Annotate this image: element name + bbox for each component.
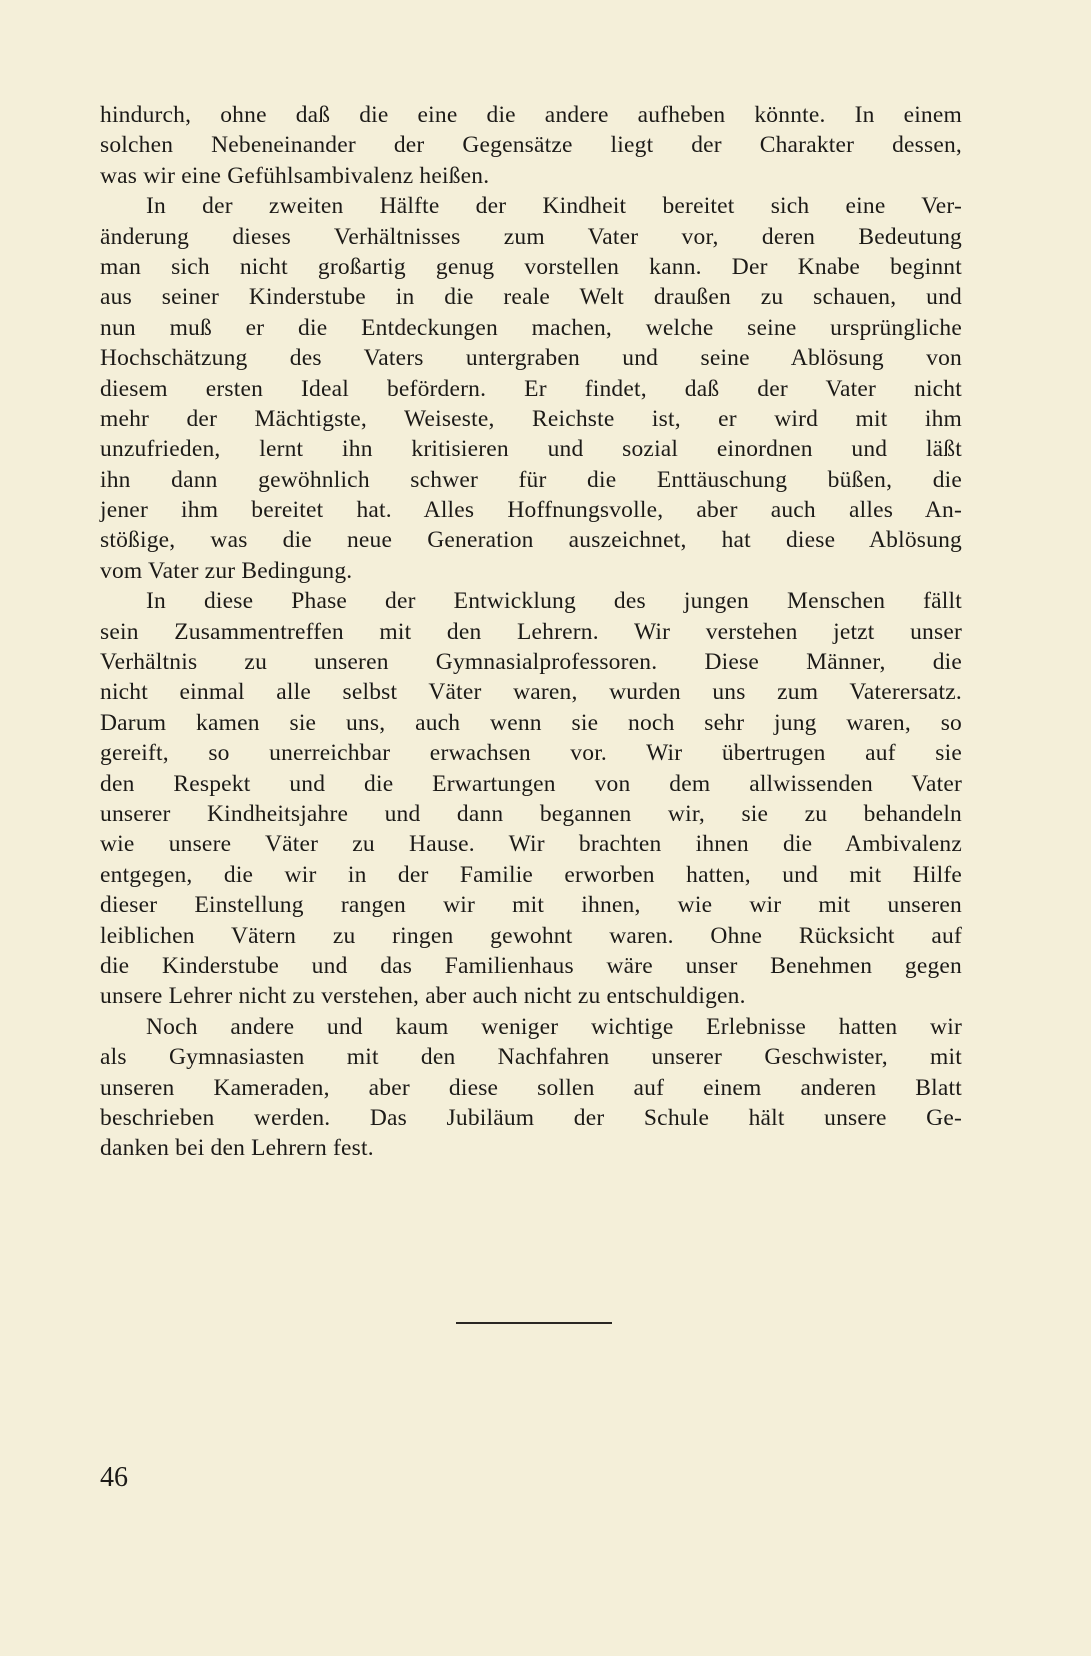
text-line: als Gymnasiasten mit den Nachfahren unserer Geschwister, mit (100, 1044, 962, 1071)
text-line: leiblichen Vätern zu ringen gewohnt waren. Ohne Rücksicht auf (100, 922, 962, 949)
text-line: unzufrieden, lernt ihn kritisieren und sozial einordnen und läßt (100, 436, 962, 463)
text-line: Darum kamen sie uns, auch wenn sie noch sehr jung waren, so (100, 709, 962, 736)
text-line: aus seiner Kinderstube in die reale Welt draußen zu schauen, und (100, 284, 962, 311)
paragraph (100, 1012, 962, 1164)
text-line: entgegen, die wir in der Familie erworben hatten, und mit Hilfe (100, 861, 962, 888)
page-text (100, 100, 962, 1164)
text-line: nun muß er die Entdeckungen machen, welche seine ursprüngliche (100, 314, 962, 341)
text-line: unsere Lehrer nicht zu verstehen, aber auch nicht zu entschuldigen. (100, 983, 746, 1010)
text-line: änderung dieses Verhältnisses zum Vater vor, deren Bedeutung (100, 223, 962, 250)
text-line: In der zweiten Hälfte der Kindheit bereitet sich eine Ver- (146, 193, 962, 220)
text-line: ihn dann gewöhnlich schwer für die Enttäuschung büßen, die (100, 466, 962, 493)
text-line: Hochschätzung des Vaters untergraben und seine Ablösung von (100, 345, 962, 372)
text-line: diesem ersten Ideal befördern. Er findet, daß der Vater nicht (100, 375, 962, 402)
text-line: sein Zusammentreffen mit den Lehrern. Wir verstehen jetzt unser (100, 618, 962, 645)
text-line: danken bei den Lehrern fest. (100, 1135, 374, 1162)
text-line: nicht einmal alle selbst Väter waren, wurden uns zum Vaterersatz. (100, 679, 962, 706)
text-line: Verhältnis zu unseren Gymnasialprofessoren. Diese Männer, die (100, 649, 962, 676)
text-line: man sich nicht großartig genug vorstellen kann. Der Knabe beginnt (100, 253, 962, 280)
text-line: beschrieben werden. Das Jubiläum der Schule hält unsere Ge- (100, 1104, 962, 1131)
text-line: Noch andere und kaum weniger wichtige Erlebnisse hatten wir (146, 1013, 962, 1040)
text-line: mehr der Mächtigste, Weiseste, Reichste ist, er wird mit ihm (100, 405, 962, 432)
paragraph (100, 586, 962, 1011)
text-line: den Respekt und die Erwartungen von dem allwissenden Vater (100, 770, 962, 797)
page-number: 46 (100, 1462, 128, 1493)
text-line: die Kinderstube und das Familienhaus wäre unser Benehmen gegen (100, 952, 962, 979)
text-line: vom Vater zur Bedingung. (100, 557, 353, 584)
text-line: hindurch, ohne daß die eine die andere aufheben könnte. In einem (100, 102, 962, 128)
paragraph (100, 100, 962, 191)
text-line: unserer Kindheitsjahre und dann begannen wir, sie zu behandeln (100, 800, 962, 827)
text-line: jener ihm bereitet hat. Alles Hoffnungsvolle, aber auch alles An- (100, 497, 962, 524)
text-line: gereift, so unerreichbar erwachsen vor. Wir übertrugen auf sie (100, 740, 962, 767)
text-line: wie unsere Väter zu Hause. Wir brachten ihnen die Ambivalenz (100, 831, 962, 858)
text-line: was wir eine Gefühlsambivalenz heißen. (100, 162, 490, 189)
text-line: In diese Phase der Entwicklung des jungen Menschen fällt (146, 588, 962, 615)
text-line: solchen Nebeneinander der Gegensätze liegt der Charakter dessen, (100, 132, 962, 159)
text-line: stößige, was die neue Generation auszeichnet, hat diese Ablösung (100, 527, 962, 554)
text-line: dieser Einstellung rangen wir mit ihnen, wie wir mit unseren (100, 892, 962, 919)
paragraph (100, 191, 962, 586)
text-line: unseren Kameraden, aber diese sollen auf einem anderen Blatt (100, 1074, 962, 1101)
section-divider-rule (456, 1322, 612, 1324)
